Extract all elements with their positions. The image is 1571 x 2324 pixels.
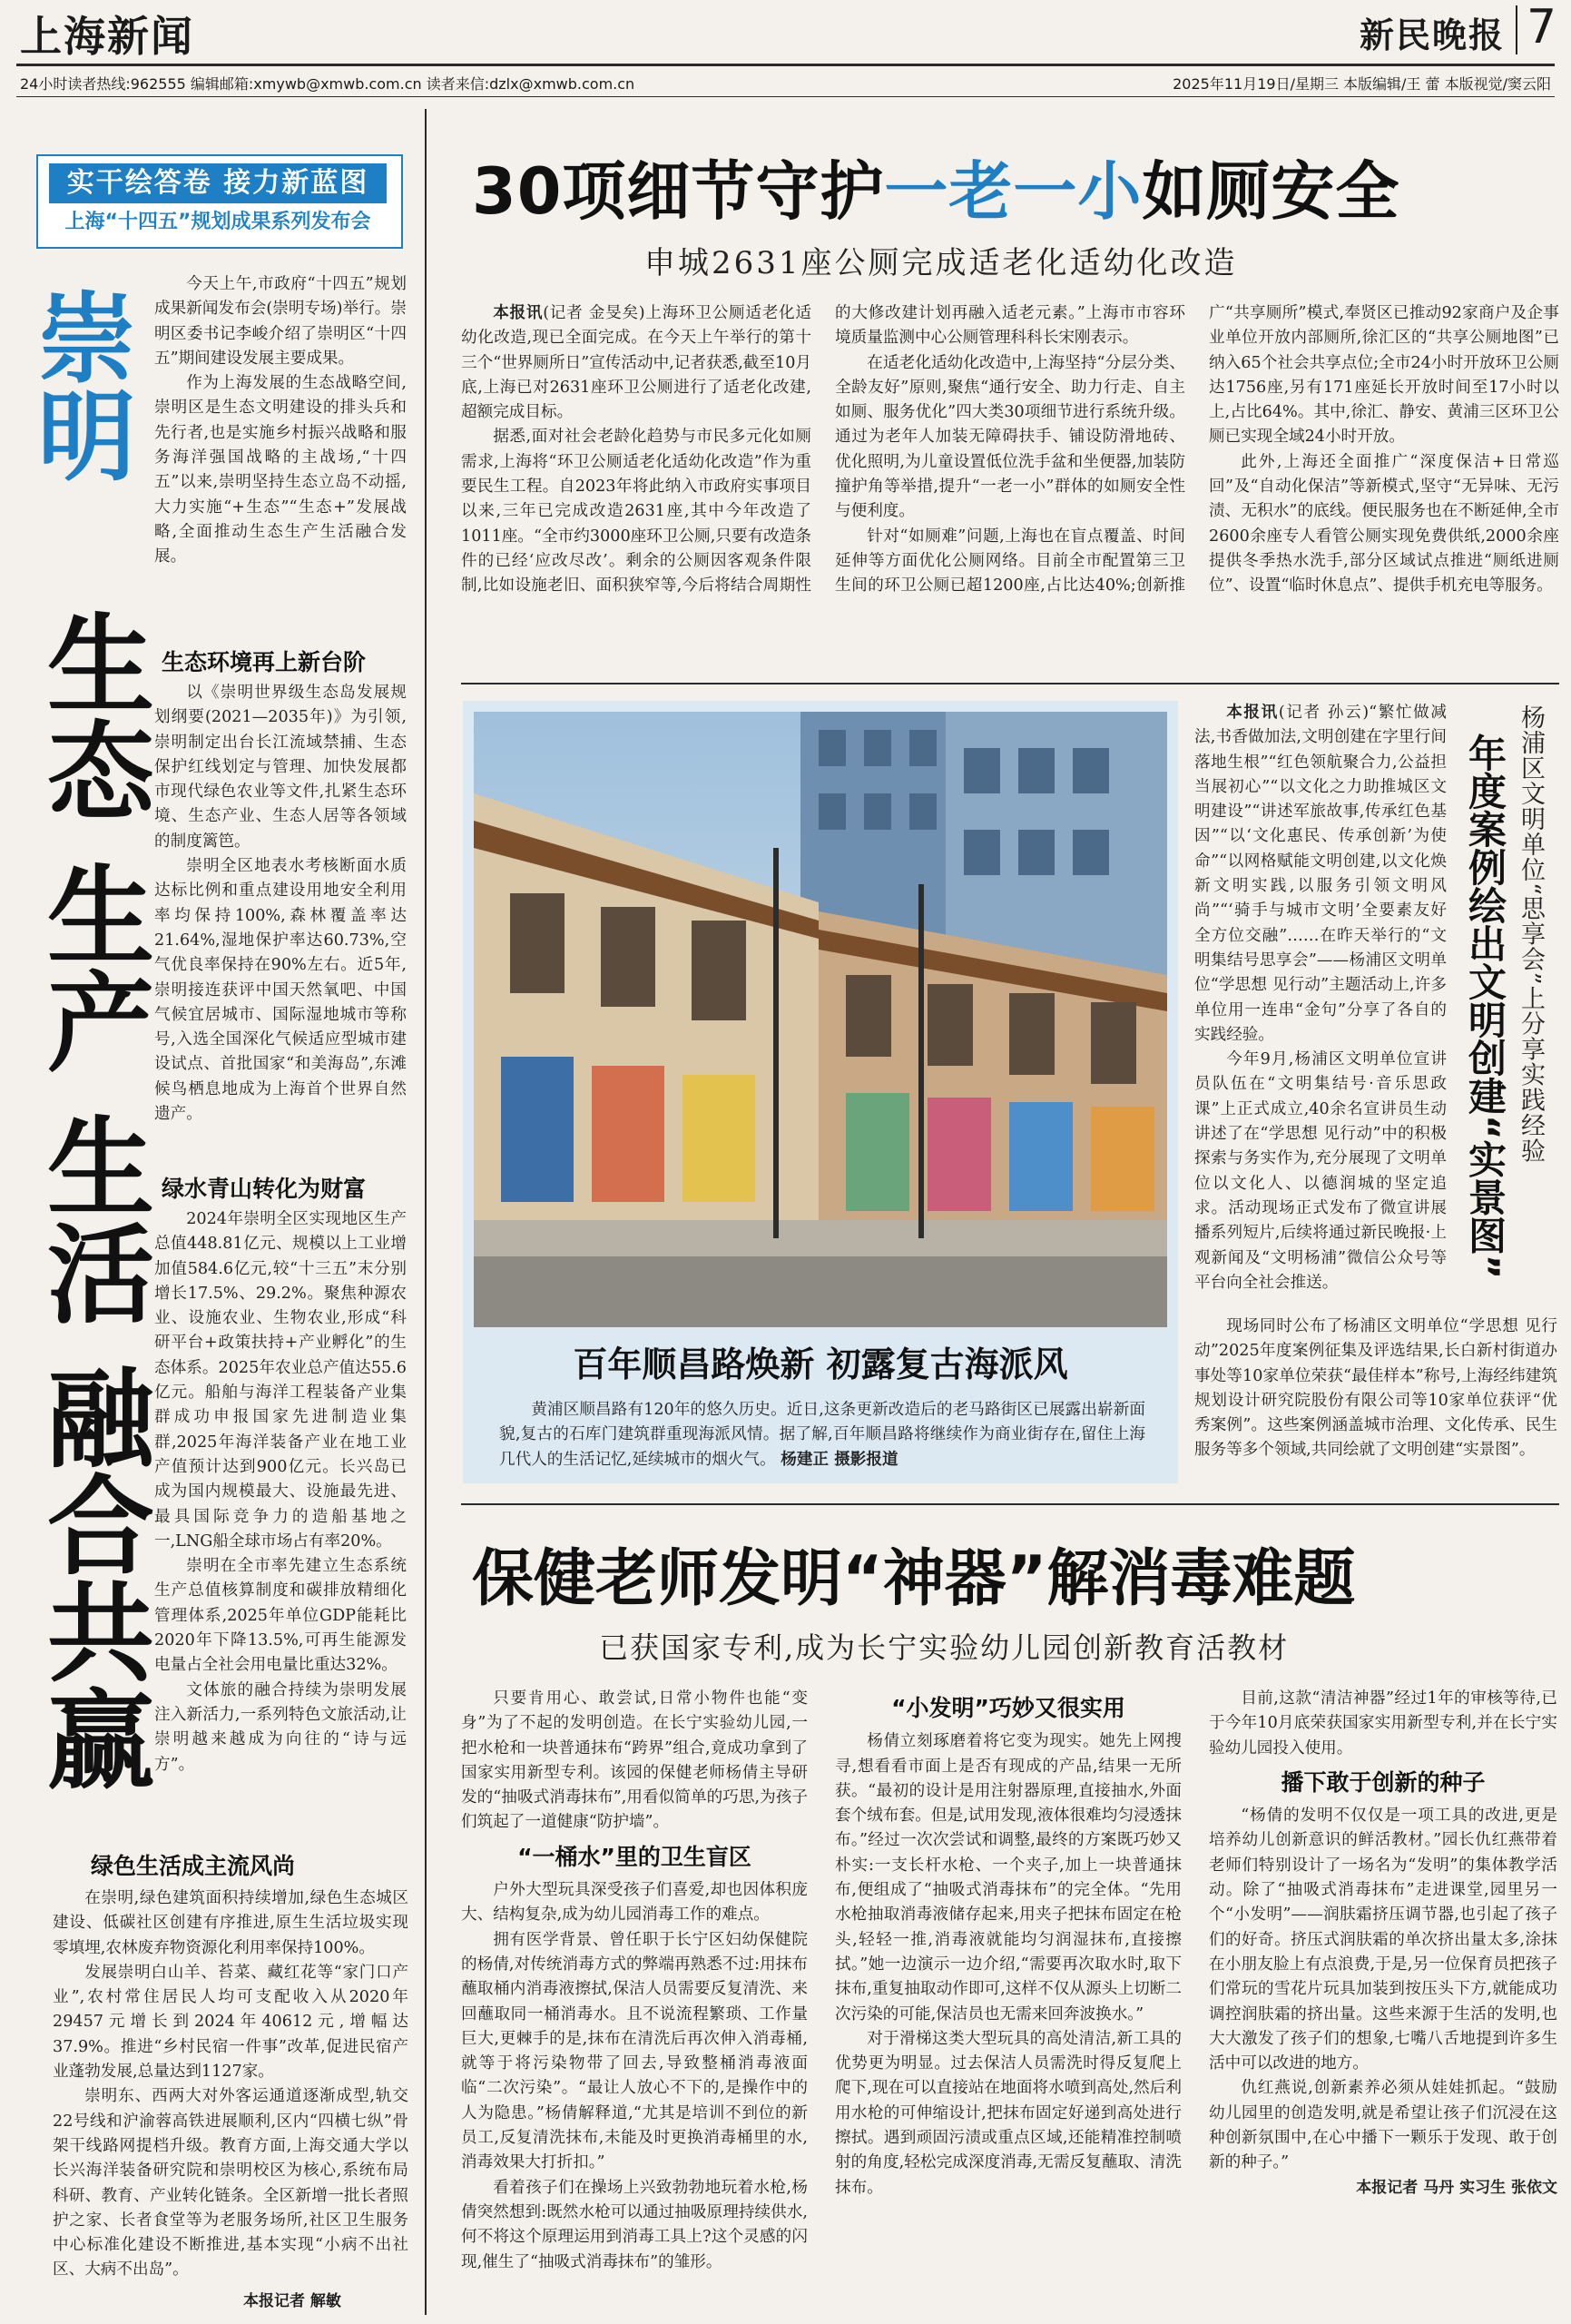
paragraph bbox=[499, 1398, 1145, 1472]
lead-tag: 本报讯 bbox=[1226, 704, 1279, 722]
header-rule bbox=[16, 64, 1555, 66]
byline: 本报记者 解敏 bbox=[243, 2292, 341, 2310]
section-rule bbox=[461, 1503, 1559, 1505]
column-divider bbox=[425, 109, 427, 2315]
subhead-seed: 播下敢于创新的种子 bbox=[1281, 1768, 1486, 1796]
yangpu-headline-vertical: 年度案例绘出文明创建“实景图” bbox=[1463, 734, 1507, 1280]
banner-title: 实干绘答卷 接力新蓝图 bbox=[49, 163, 387, 203]
paragraph: 今年9月,杨浦区文明单位宣讲员队伍在“文明集结号·音乐思政课”上正式成立,40余名宣讲员生动讲述了在“学思想 见行动”中的积极探索与务实作为,充分展现了文明单位以文化人、以德润城的坚定追求。活动现场正式发布了微宣讲展播系列短片,后续将通过新民晚报·上观新闻及“文明杨浦”微信公众号等平台向全社会推送。 bbox=[1194, 1050, 1447, 1292]
paragraph: 作为上海发展的生态战略空间,崇明区是生态文明建设的排头兵和先行者,也是实施乡村振兴战略和服务海洋强国战略的主战场,“十四五”以来,崇明坚持生态立岛不动摇,大力实施“+生态”“生态+”发展战略,全面推动生态生产生活融合发展。 bbox=[154, 374, 407, 566]
vertical-slogan: 生态 生产 生活 融合共赢 bbox=[29, 608, 154, 1792]
lead-text: (记者 孙云)“繁忙做减法,书香做加法,文明创建在字里行间落地生根”“红色领航聚合力,公益担当展初心”“以文化之力助推城区文明建设”“讲述军旅故事,传承红色基因”“以‘文化惠民、传承创新’为使命”“以网格赋能文明创建,以文化焕新文明实践,以服务引领文明风尚”“‘骑手与城市文明’全要素友好 全方位交融”……在昨天举行的“文明集结号思享会”——杨浦区文明单位“学思想 见行动”主题活动上,许多单位用一连串“金句”分享了各自的实践经验。 bbox=[1194, 704, 1447, 1044]
paragraph: 户外大型玩具深受孩子们喜爱,却也因体积庞大、结构复杂,成为幼儿园消毒工作的难点。 bbox=[461, 1881, 808, 1925]
header-rule-thin bbox=[16, 96, 1555, 97]
paragraph: 只要肯用心、敢尝试,日常小物件也能“变身”为了不起的发明创造。在长宁实验幼儿园,一把水枪和一块普通抹布“跨界”组合,竟成功拿到了国家实用新型专利。该园的保健老师杨倩主导研发的“抽吸式消毒抹布”,用看似简单的巧思,为孩子们筑起了一道健康“防护墙”。 bbox=[461, 1689, 808, 1832]
section-title: 上海新闻 bbox=[20, 12, 194, 61]
chongming-life bbox=[53, 1886, 408, 2283]
subhead-green-life: 绿色生活成主流风尚 bbox=[91, 1853, 296, 1879]
paragraph: 发展崇明白山羊、苔菜、藏红花等“家门口产业”,农村常住居民人均可支配收入从2020年29457元增长到2024年40612元,增幅达37.9%。推进“乡村民宿一件事”改革,促进民宿产业蓬勃发展,总量达到1127家。 bbox=[53, 1963, 408, 2082]
toilet-headline bbox=[472, 141, 1399, 232]
byline: 本报记者 马丹 实习生 张依文 bbox=[1356, 2178, 1557, 2197]
yangpu-body-top bbox=[1194, 701, 1447, 1295]
paragraph: 据悉,面对社会老龄化趋势与市民多元化如厕需求,上海将“环卫公厕适老化适幼化改造”作为重要民生工程。自2023年将此纳入市政府实事项目以来,三年已完成改造2631座,其中今年改造了1011座。“全市约3000座环卫公厕,只要有改造条件的已经‘应改尽改’。剩余的公厕因客观条件限制,比如设施老旧、面积狭窄等,今后将结合周期性的大修改建计划再融入适老元素。”上海市市容环境质量监测中心公厕管理科科长宋刚表示。 bbox=[461, 304, 1185, 596]
paragraph: 目前,这款“清洁神器”经过1年的审核等待,已于今年10月底荣获国家实用新型专利,并在长宁实验幼儿园投入使用。 bbox=[1209, 1689, 1557, 1758]
street-photo-art bbox=[474, 712, 1167, 1327]
subhead-eco: 生态环境再上新台阶 bbox=[162, 649, 367, 675]
street-photo bbox=[474, 712, 1167, 1327]
health-headline: 保健老师发明“神器”解消毒难题 bbox=[472, 1543, 1356, 1615]
paragraph: 今天上午,市政府“十四五”规划成果新闻发布会(崇明专场)举行。崇明区委书记李峻介绍了崇明区“十四五”期间建设发展主要成果。 bbox=[154, 275, 407, 368]
caption-text: 黄浦区顺昌路有120年的悠久历史。近日,这条更新改造后的老马路街区已展露出崭新面貌,复古的石库门建筑群重现海派风情。据了解,百年顺昌路将继续作为商业街存在,留住上海几代人的生活记忆,延续城市的烟火气。 bbox=[499, 1401, 1145, 1469]
subhead-wealth: 绿水青山转化为财富 bbox=[162, 1176, 367, 1202]
chongming-intro bbox=[154, 272, 407, 570]
subhead-invention: “小发明”巧妙又很实用 bbox=[891, 1695, 1125, 1721]
lead-text: (记者 金旻矣)上海环卫公厕适老化适幼化改造,现已全面完成。在今天上午举行的第十三个“世界厕所日”宣传活动中,记者获悉,截至10月底,上海已对2631座环卫公厕进行了适老化改建,超额完成目标。 bbox=[461, 304, 811, 422]
health-col2 bbox=[835, 1687, 1182, 2201]
photo-caption-title: 百年顺昌路焕新 初露复古海派风 bbox=[573, 1344, 1068, 1384]
paragraph: 现场同时公布了杨浦区文明单位“学思想 见行动”2025年度案例征集及评选结果,长白新村街道办事处等10家单位荣获“最佳样本”称号,上海经纬建筑规划设计研究院股份有限公司等10家单位获评“优秀案例”。这些案例涵盖城市治理、文化传承、民生服务等多个领域,共同绘就了文明创建“实景图”。 bbox=[1194, 1317, 1557, 1460]
paragraph: 看着孩子们在操场上兴致勃勃地玩着水枪,杨倩突然想到:既然水枪可以通过抽吸原理持续供水,何不将这个原理运用到消毒工具上?这个灵感的闪现,催生了“抽吸式消毒抹布”的雏形。 bbox=[461, 2178, 808, 2271]
headline-part: 如厕安全 bbox=[1142, 154, 1400, 229]
headline-part: 30项细节守护 bbox=[472, 154, 885, 229]
paragraph: 在崇明,绿色建筑面积持续增加,绿色生态城区建设、低碳社区创建有序推进,原生生活垃圾实现零填埋,农林废弃物资源化利用率保持100%。 bbox=[53, 1889, 408, 1957]
subhead-bucket: “一桶水”里的卫生盲区 bbox=[517, 1843, 751, 1870]
photo-box bbox=[463, 701, 1178, 1483]
paragraph: “杨倩的发明不仅仅是一项工具的改进,更是培养幼儿创新意识的鲜活教材。”园长仇红燕带着老师们特别设计了一场名为“发明”的集体教学活动。除了“抽吸式消毒抹布”走进课堂,园里另一个“小发明”——润肤霜挤压调节器,也引起了孩子们的好奇。挤压式润肤霜的单次挤出量太多,涂抹在小朋友脸上有点浪费,于是,另一位保育员把孩子们常玩的雪花片玩具加装到按压头下方,就能成功调控润肤霜的挤出量。这些来源于生活的发明,也大大激发了孩子们的想象,七嘴八舌地提到许多生活中可以改进的地方。 bbox=[1209, 1807, 1557, 2073]
photo-caption-text bbox=[499, 1398, 1145, 1472]
yangpu-body-bottom bbox=[1194, 1315, 1557, 1463]
date-line: 2025年11月19日/星期三 本版编辑/王 蕾 本版视觉/窦云阳 bbox=[1173, 75, 1551, 93]
paragraph: 杨倩立刻琢磨着将它变为现实。她先上网搜寻,想看看市面上是否有现成的产品,结果一无所获。“最初的设计是用注射器原理,直接抽水,外面套个绒布套。但是,试用发现,液体很难均匀浸透抹布。”经过一次次尝试和调整,最终的方案既巧妙又朴实:一支长杆水枪、一个夹子,加上一块普通抹布,便组成了“抽吸式消毒抹布”的完全体。“先用水枪抽取消毒液储存起来,用夹子把抹布固定在枪头,轻轻一推,消毒液就能均匀润湿抹布,直接擦拭。”她一边演示一边介绍,“需要再次取水时,取下抹布,重复抽取动作即可,这样不仅从源头上切断二次污染的可能,保洁员也无需来回奔波换水。” bbox=[835, 1732, 1182, 2024]
region-name: 崇明 bbox=[21, 287, 135, 483]
paragraph bbox=[461, 301, 811, 425]
paragraph: 仇红燕说,创新素养必须从娃娃抓起。“鼓励幼儿园里的创造发明,就是希望让孩子们沉浸在这种创新氛围中,在心中播下一颗乐于发现、敢于创新的种子。” bbox=[1209, 2079, 1557, 2172]
toilet-body bbox=[461, 301, 1559, 674]
chongming-eco bbox=[154, 681, 407, 1127]
yangpu-subtitle-vertical: 杨浦区文明单位“思享会”上分享实践经验 bbox=[1517, 704, 1545, 1164]
health-col1 bbox=[461, 1687, 808, 2275]
paragraph: 2024年崇明全区实现地区生产总值448.81亿元、规模以上工业增加值584.6亿元,较“十三五”末分别增长17.5%、29.2%。聚焦种源农业、设施农业、生物农业,形成“科研平台+政策扶持+产业孵化”的生态体系。2025年农业总产值达55.6亿元。船舶与海洋工程装备产业集群成功申报国家先进制造业集群,2025年海洋装备产业在地工业产值预计达到900亿元。长兴岛已成为国内规模最大、设施最先进、最具国际竞争力的造船基地之一,LNG船全球市场占有率20%。 bbox=[154, 1210, 407, 1551]
headline-highlight: 一老一小 bbox=[884, 154, 1143, 229]
paragraph: 在适老化适幼化改造中,上海坚持“分层分类、全龄友好”原则,聚焦“通行安全、助力行走、自主如厕、服务优化”四大类30项细节进行系统升级。通过为老年人加装无障碍扶手、铺设防滑地砖、优化照明,为儿童设置低位洗手盆和坐便器,加装防撞护角等举措,提升“一老一小”群体的如厕安全性与便利度。 bbox=[835, 353, 1185, 521]
paragraph: 崇明全区地表水考核断面水质达标比例和重点建设用地安全利用率均保持100%,森林覆盖率达21.64%,湿地保护率达60.73%,空气优良率保持在90%左右。近5年,崇明接连获评中国天然氧吧、中国气候宜居城市、国际湿地城市等称号,入选全国深化气候适应型城市建设试点、首批国家“和美海岛”,东滩候鸟栖息地成为上海首个世界自然遗产。 bbox=[154, 857, 407, 1124]
header-divider bbox=[1516, 5, 1517, 54]
paragraph: 针对“如厕难”问题,上海也在盲点覆盖、时间延伸等方面优化公厕网络。目前全市配置第三卫生间的环卫公厕已超1200座,占比达40%;创新推广“共享厕所”模式,奉贤区已推动92家商户及企事业单位开放内部厕所,徐汇区的“共享公厕地图”已纳入65个社会共享点位;全市24小时开放环卫公厕达1756座,另有171座延长开放时间至17小时以上,占比64%。其中,徐汇、静安、黄浦三区环卫公厕已实现全域24小时开放。 bbox=[835, 304, 1559, 596]
photo-credit: 杨建正 摄影报道 bbox=[781, 1450, 898, 1469]
health-subtitle: 已获国家专利,成为长宁实验幼儿园创新教育活教材 bbox=[599, 1630, 1290, 1665]
section-rule bbox=[461, 683, 1559, 684]
paragraph: 拥有医学背景、曾任职于长宁区妇幼保健院的杨倩,对传统消毒方式的弊端再熟悉不过:用抹布蘸取桶内消毒液擦拭,保洁人员需要反复清洗、来回蘸取同一桶消毒水。且不说流程繁琐、工作量巨大,更棘手的是,抹布在清洗后再次伸入消毒桶,就等于将污染物带了回去,导致整桶消毒液面临“二次污染”。“最让人放心不下的,是操作中的人为隐患。”杨倩解释道,“尤其是培训不到位的新员工,反复清洗抹布,未能及时更换消毒桶里的水,消毒效果大打折扣。” bbox=[461, 1930, 808, 2172]
paragraph: 以《崇明世界级生态岛发展规划纲要(2021—2035年)》为引领,崇明制定出台长江流域禁捕、生态保护红线划定与管理、加快发展都市现代绿色农业等文件,扎紧生态环境、生态产业、生态人居等各领域的制度篱笆。 bbox=[154, 684, 407, 851]
paragraph: 对于滑梯这类大型玩具的高处清洁,新工具的优势更为明显。过去保洁人员需洗时得反复爬上爬下,现在可以直接站在地面将水喷到高处,然后利用水枪的可伸缩设计,把抹布固定好递到高处进行擦拭。遇到顽固污渍或重点区域,还能精准控制喷射的角度,轻松完成深度消毒,无需反复蘸取、清洗抹布。 bbox=[835, 2029, 1182, 2197]
paragraph bbox=[1194, 701, 1447, 1048]
hotline-info: 24小时读者热线:962555 编辑邮箱:xmywb@xmwb.com.cn 读者来信:dzlx@xmwb.com.cn bbox=[20, 75, 635, 93]
paragraph: 文体旅的融合持续为崇明发展注入新活力,一系列特色文旅活动,让崇明越来越成为向往的“诗与远方”。 bbox=[154, 1680, 407, 1774]
lead-tag: 本报讯 bbox=[493, 304, 544, 322]
paragraph: 此外,上海还全面推广“深度保洁+日常巡回”及“自动化保洁”等新模式,坚守“无异味、无污渍、无积水”的底线。便民服务也在不断延伸,全市2600余座专人看管公厕实现免费供纸,2000余座提供冬季热水洗手,部分区域试点推进“厕纸进厕位”、设置“临时休息点”、提供手机充电等服务。 bbox=[1209, 452, 1559, 596]
paragraph: 崇明在全市率先建立生态系统生产总值核算制度和碳排放精细化管理体系,2025年单位GDP能耗比2020年下降13.5%,可再生能源发电量占全社会用电量比重达32%。 bbox=[154, 1557, 407, 1675]
health-col3 bbox=[1209, 1687, 1557, 2201]
page-number: 7 bbox=[1527, 0, 1557, 54]
paragraph: 崇明东、西两大对外客运通道逐渐成型,轨交22号线和沪渝蓉高铁进展顺利,区内“四横七纵”骨架干线路网提档升级。教育方面,上海交通大学以长兴海洋装备研究院和崇明校区为核心,系统布局科研、教育、产业转化链条。全区新增一批长者照护之家、长者食堂等为老服务场所,社区卫生服务中心标准化建设不断推进,基本实现“小病不出社区、大病不出岛”。 bbox=[53, 2087, 408, 2280]
paper-name: 新民晚报 bbox=[1360, 15, 1506, 55]
series-banner bbox=[36, 154, 403, 249]
toilet-subtitle: 申城2631座公厕完成适老化适幼化改造 bbox=[644, 245, 1238, 281]
chongming-wealth bbox=[154, 1207, 407, 1777]
banner-subtitle: 上海“十四五”规划成果系列发布会 bbox=[64, 211, 371, 233]
